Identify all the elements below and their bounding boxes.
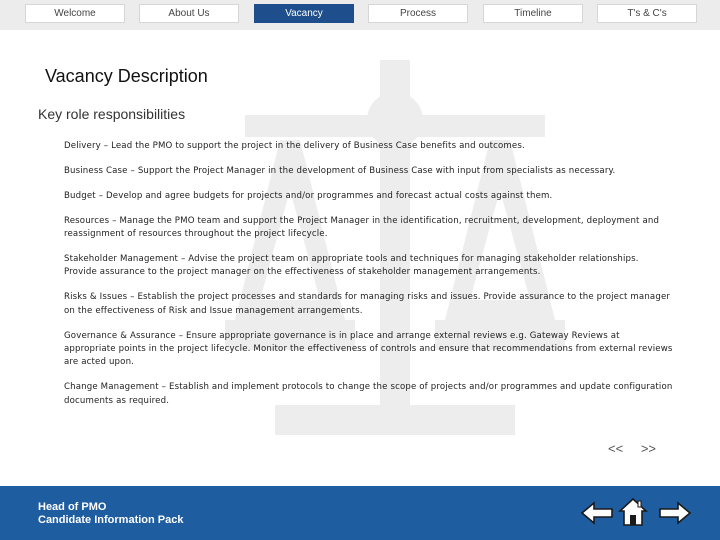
- next-page-link[interactable]: >>: [640, 441, 656, 456]
- footer-role-title: Head of PMO: [38, 501, 107, 513]
- arrow-right-icon[interactable]: [658, 500, 692, 526]
- responsibility-business-case: Business Case – Support the Project Manager in the development of Business Case with input from specialists as necessary.: [64, 165, 616, 176]
- footer-title: [38, 501, 183, 527]
- responsibility-risks-issues: Risks & Issues – Establish the project processes and standards for managing risks and issues. Provide assurance to the project manager on the effectiveness of Risk and Issue management arrangements.: [64, 292, 671, 316]
- tab-about-us[interactable]: About Us: [139, 4, 239, 23]
- footer-bar: [0, 486, 720, 540]
- tab-welcome[interactable]: Welcome: [25, 4, 125, 23]
- responsibility-change-management: Change Management – Establish and implement protocols to change the scope of projects and/or programmes and update configuration documents as required.: [64, 382, 673, 406]
- responsibility-governance-assurance: Governance & Assurance – Ensure appropriate governance is in place and arrange external reviews e.g. Gateway Reviews at appropriate points in the project lifecycle. Monitor the effectiveness of controls and ensure that recommendations from external reviews are acted upon.: [64, 330, 673, 368]
- tab-timeline[interactable]: Timeline: [483, 4, 583, 23]
- arrow-left-icon[interactable]: [580, 500, 614, 526]
- top-nav-bar: [0, 0, 720, 30]
- responsibility-stakeholder-management: Stakeholder Management – Advise the project team on appropriate tools and techniques for managing stakeholder relationships. Provide assurance to the project manager on the effectiveness of stakeholder management arrangements.: [64, 254, 639, 278]
- previous-page-link[interactable]: <<: [608, 441, 624, 456]
- tab-vacancy[interactable]: Vacancy: [254, 4, 354, 23]
- section-title: Key role responsibilities: [38, 106, 186, 122]
- responsibilities-list: [64, 140, 674, 420]
- responsibility-budget: Budget – Develop and agree budgets for projects and/or programmes and forecast actual costs against them.: [64, 190, 553, 201]
- footer-pack-title: Candidate Information Pack: [38, 514, 184, 526]
- responsibility-delivery: Delivery – Lead the PMO to support the project in the delivery of Business Case benefits and outcomes.: [64, 141, 525, 151]
- tab-terms-conditions[interactable]: T's & C's: [597, 4, 697, 23]
- responsibility-resources: Resources – Manage the PMO team and support the Project Manager in the identification, recruitment, development, deployment and reassignment of resources throughout the project lifecycle.: [64, 215, 660, 240]
- pager: [608, 441, 656, 456]
- page-title: Vacancy Description: [45, 66, 208, 86]
- tab-process[interactable]: Process: [368, 4, 468, 23]
- home-icon[interactable]: [618, 497, 648, 527]
